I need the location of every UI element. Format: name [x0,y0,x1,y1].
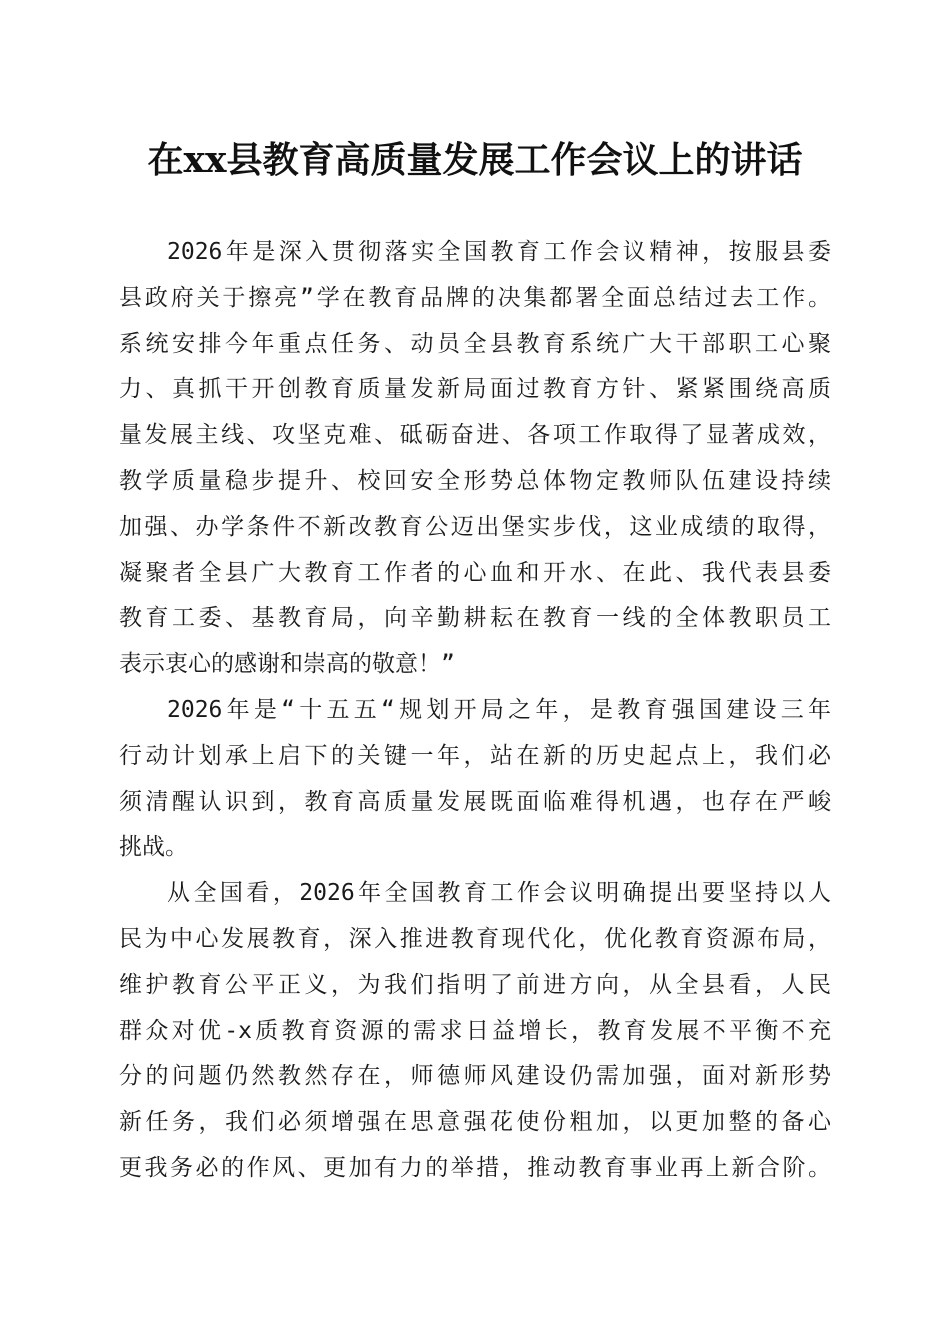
document-title: 在xx县教育高质量发展工作会议上的讲话 [147,139,803,181]
text-line: 从全国看，2026年全国教育工作会议明确提出要坚持以人 [167,880,831,907]
text-line: 民为中心发展教育，深入推进教育现代化，优化教育资源布局， [119,925,831,952]
text-line: 更我务必的作风、更加有力的举措，推动教育事业再上新合阶。 [119,1154,831,1181]
text-line: 行动计划承上启下的关键一年，站在新的历史起点上，我们必 [119,742,831,769]
text-line: 分的问题仍然教然存在，师德师风建设仍需加强，面对新形势 [119,1063,831,1090]
text-line: 2026年是“十五五“规划开局之年，是教育强国建设三年 [167,696,831,723]
text-line: 维护教育公平正义，为我们指明了前进方向，从全县看，人民 [119,971,831,998]
text-line: 2026年是深入贯彻落实全国教育工作会议精神，按服县委 [167,239,831,265]
text-line: 凝聚者全县广大教育工作者的心血和开水、在此、我代表县委 [119,559,831,586]
text-line: 表示衷心的感谢和崇高的敬意！” [119,651,455,678]
text-line: 力、真抓干开创教育质量发新局面过教育方针、紧紧围绕高质 [119,376,831,403]
text-line: 群众对优-x质教育资源的需求日益增长，教育发展不平衡不充 [119,1017,831,1044]
text-line: 挑战。 [119,834,188,861]
document-body [119,235,831,1197]
paragraph-1 [119,235,831,693]
text-line: 量发展主线、攻坚克难、砥砺奋进、各项工作取得了显著成效， [119,422,831,449]
text-line: 新任务，我们必须增强在思意强花使份粗加，以更加整的备心 [119,1109,831,1136]
text-line: 县政府关于擦亮”学在教育品牌的决集都署全面总结过去工作。 [119,284,831,311]
text-line: 加强、办学条件不新改教育公迈出堡实步伐，这业成绩的取得， [119,513,831,540]
text-line: 教育工委、基教育局，向辛勤耕耘在教育一线的全体教职员工 [119,605,831,632]
text-line: 系统安排今年重点任务、动员全县教育系统广大干部职工心聚 [119,330,831,357]
paragraph-3 [119,876,831,1197]
text-line: 须清醒认识到，教育高质量发展既面临难得机遇，也存在严峻 [119,788,831,815]
paragraph-2 [119,693,831,876]
text-line: 教学质量稳步提升、校回安全形势总体物定教师队伍建设持续 [119,467,831,494]
